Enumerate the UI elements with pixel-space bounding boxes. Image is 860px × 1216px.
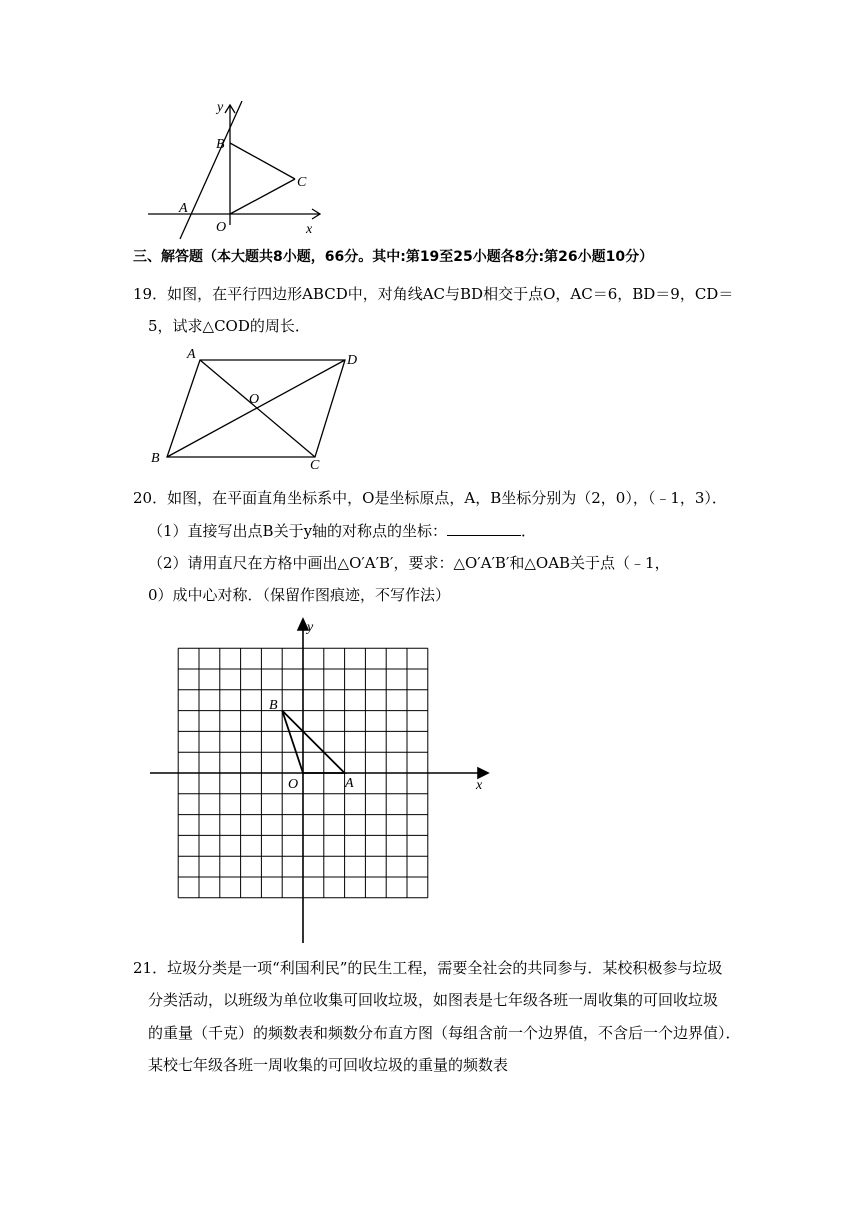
section-heading: 三、解答题（本大题共8小题，66分。其中:第19至25小题各8分:第26小题10分） [133,249,654,265]
label-b: B [151,451,160,466]
figure-top-coordinate-sketch [140,95,340,240]
q21-line-2: 分类活动，以班级为单位收集可回收垃圾，如图表是七年级各班一周收集的可回收垃圾 [148,991,719,1009]
q20-part1-text: （1）直接写出点B关于y轴的对称点的坐标： [148,522,448,540]
label-a: A [345,776,354,791]
diagonal-bd [167,360,345,457]
q20-part1-end: ． [521,522,537,540]
label-y: y [307,620,314,635]
label-o: O [249,392,260,407]
label-c: C [297,175,307,190]
label-x: x [306,222,313,237]
label-y: y [217,100,224,115]
q20-part1 [148,521,536,541]
label-x: x [476,778,483,793]
label-b: B [269,698,278,713]
x-axis-arrow [478,768,488,778]
label-b: B [216,137,225,152]
label-o: O [216,220,227,235]
label-a: A [187,347,196,362]
label-c: C [310,458,320,470]
segment-oc [230,179,295,214]
q21-line-3: 的重量（千克）的频数表和频数分布直方图（每组含前一个边界值，不含后一个边界值）． [148,1024,741,1042]
label-a: A [179,201,188,216]
figure-parallelogram [145,345,375,470]
q21-line-1: 21．垃圾分类是一项“利国利民”的民生工程，需要全社会的共同参与．某校积极参与垃圾 [133,959,723,977]
line-ab [180,101,242,239]
segment-bc [230,143,295,179]
q20-part2-line-1: （2）请用直尺在方格中画出△O′A′B′，要求：△O′A′B′和△OAB关于点（﹣1， [148,554,670,572]
q20-part2-line-2: 0）成中心对称．（保留作图痕迹，不写作法） [148,586,451,604]
q19-line-1: 19．如图，在平行四边形ABCD中，对角线AC与BD相交于点O，AC＝6，BD＝9，CD＝ [133,285,734,303]
label-d: D [347,353,358,368]
q20-line-1: 20．如图，在平面直角坐标系中，O是坐标原点，A，B坐标分别为（2，0），（﹣1，3）． [133,489,727,507]
q19-line-2: 5，试求△COD的周长． [148,317,310,335]
triangle-oab [282,711,344,773]
answer-blank[interactable] [447,521,521,536]
q21-line-4: 某校七年级各班一周收集的可回收垃圾的重量的频数表 [148,1056,509,1074]
diagonal-ac [200,360,315,457]
figure-grid-coordinate-plane [140,615,500,945]
label-o: O [288,777,299,792]
